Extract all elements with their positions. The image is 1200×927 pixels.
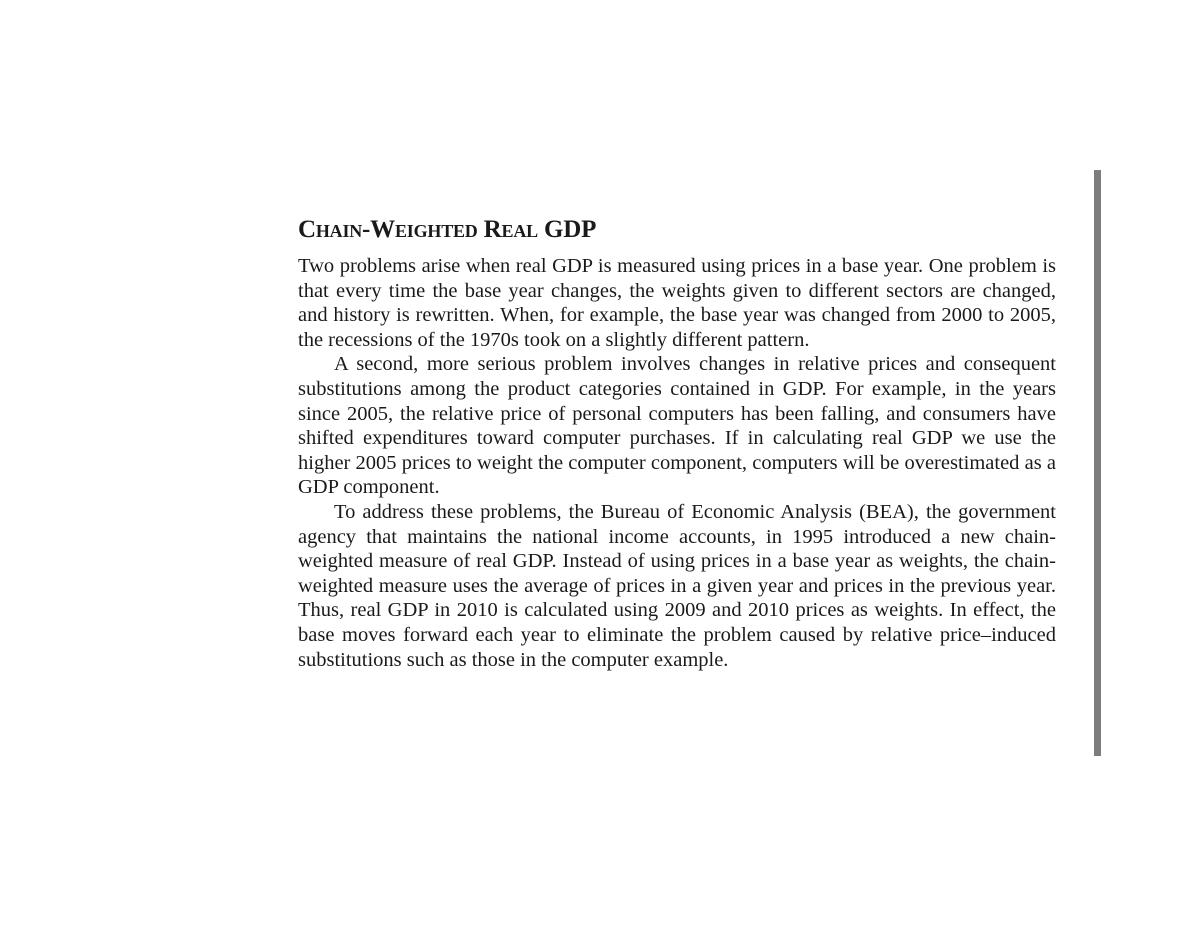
- section-heading: Chain-Weighted Real GDP: [298, 216, 597, 243]
- paragraph-3: To address these problems, the Bureau of Economic Analysis (BEA), the government agency that maintains the national income accounts, in 1995 introduced a new chain-weighted measure of real GDP. Instead of using prices in a base year as weights, the chain-weighted measure uses the average of prices in a given year and prices in the previous year. Thus, real GDP in 2010 is calculated using 2009 and 2010 prices as weights. In effect, the base moves forward each year to eliminate the problem caused by relative price–induced substitutions such as those in the computer example.: [298, 500, 1056, 671]
- paragraph-2: A second, more serious problem involves changes in relative prices and consequent substitutions among the product categories contained in GDP. For example, in the years since 2005, the relative price of personal computers has been falling, and consumers have shifted expenditures toward computer purchases. If in calculating real GDP we use the higher 2005 prices to weight the computer component, computers will be overestimated as a GDP component.: [298, 353, 1056, 499]
- margin-bar: [1094, 170, 1101, 756]
- chain-weighted-gdp-section: [298, 214, 1056, 672]
- paragraph-1: Two problems arise when real GDP is measured using prices in a base year. One problem is that every time the base year changes, the weights given to different sectors are changed, and history is rewritten. When, for example, the base year was changed from 2000 to 2005, the recessions of the 1970s took on a slightly different pattern.: [298, 255, 1056, 351]
